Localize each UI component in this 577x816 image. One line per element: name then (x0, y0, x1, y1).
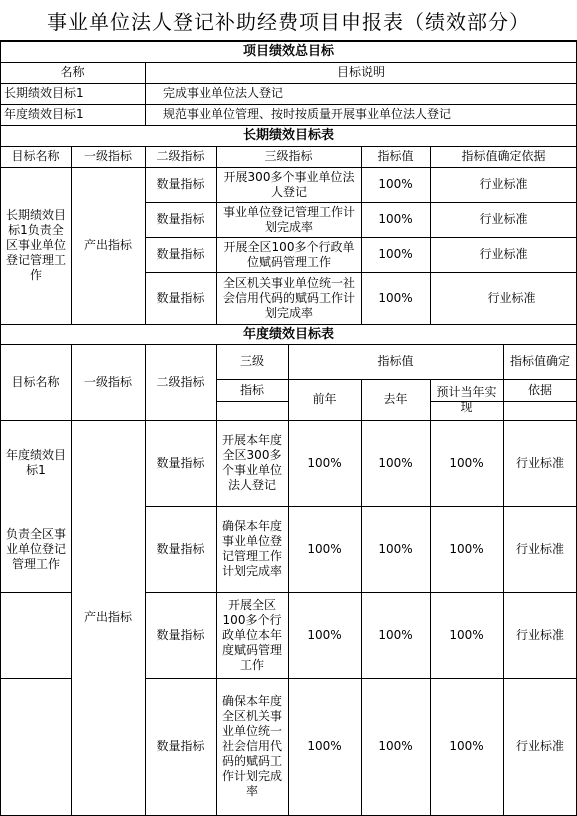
overall-row-desc: 规范事业单位管理、按时按质量开展事业单位法人登记 (163, 107, 452, 121)
annual-level2: 数量指标 (156, 541, 205, 556)
annual-last: 100% (378, 541, 413, 556)
annual-header-last: 去年 (383, 392, 408, 406)
longterm-level2: 数量指标 (156, 177, 205, 191)
annual-expected: 100% (449, 627, 484, 642)
longterm-value: 100% (378, 290, 413, 305)
annual-header-goal: 目标名称 (11, 374, 60, 389)
annual-level2: 数量指标 (156, 627, 205, 642)
annual-last: 100% (378, 455, 413, 470)
page-title: 事业单位法人登记补助经费项目申报表（绩效部分） (47, 9, 530, 34)
annual-header-prev: 前年 (312, 392, 337, 406)
annual-last: 100% (378, 627, 413, 642)
annual-level3: 开展本年度全区300多个事业单位法人登记 (221, 433, 282, 492)
annual-level3: 确保本年度全区机关事业单位统一社会信用代码的赋码工作计划完成率 (221, 694, 282, 798)
annual-basis: 行业标准 (515, 627, 564, 642)
annual-expected: 100% (449, 739, 484, 753)
annual-header-level3-top: 三级 (239, 354, 264, 368)
annual-last: 100% (378, 739, 413, 753)
annual-basis: 行业标准 (515, 455, 564, 470)
longterm-value: 100% (378, 247, 413, 261)
annual-header-basis-bottom: 依据 (527, 382, 552, 397)
annual-header-level3-bottom: 指标 (239, 382, 264, 397)
longterm-level1: 产出指标 (83, 238, 132, 252)
annual-level1: 产出指标 (83, 610, 132, 624)
annual-header-expected: 预计当年实现 (436, 384, 497, 414)
longterm-section-title: 长期绩效目标表 (242, 128, 334, 143)
longterm-value: 100% (378, 177, 413, 191)
annual-level3: 开展全区100多个行政单位本年度赋码管理工作 (221, 597, 282, 672)
overall-col-name: 名称 (60, 65, 85, 79)
annual-section-title: 年度绩效目标表 (242, 326, 334, 342)
annual-basis: 行业标准 (515, 739, 564, 753)
overall-row-name: 长期绩效目标1 (4, 86, 84, 100)
annual-level2: 数量指标 (156, 739, 205, 753)
annual-expected: 100% (449, 541, 484, 556)
longterm-header-level1: 一级指标 (83, 149, 132, 163)
annual-expected: 100% (449, 455, 484, 470)
overall-section-title: 项目绩效总目标 (242, 44, 334, 59)
annual-goal-desc: 负责全区事业单位登记管理工作 (5, 526, 66, 571)
longterm-basis: 行业标准 (479, 212, 528, 226)
overall-row-desc: 完成事业单位法人登记 (163, 86, 284, 100)
longterm-header-goal: 目标名称 (11, 149, 60, 163)
annual-prev: 100% (307, 455, 342, 470)
annual-level2: 数量指标 (156, 455, 205, 470)
longterm-goal-name: 长期绩效目标1负责全区事业单位登记管理工作 (5, 208, 66, 282)
annual-goal-name: 年度绩效目标1 (5, 448, 66, 477)
overall-row-name: 年度绩效目标1 (4, 107, 84, 121)
annual-level3: 确保本年度事业单位登记管理工作计划完成率 (221, 519, 282, 578)
overall-col-desc: 目标说明 (336, 65, 385, 79)
longterm-header-level2: 二级指标 (156, 149, 205, 163)
longterm-level2: 数量指标 (156, 290, 205, 305)
annual-header-level2: 二级指标 (156, 374, 205, 389)
annual-header-basis-top: 指标值确定 (509, 354, 570, 368)
longterm-basis: 行业标准 (479, 247, 528, 261)
longterm-value: 100% (378, 212, 413, 226)
longterm-level3: 全区机关事业单位统一社会信用代码的赋码工作计划完成率 (222, 275, 355, 320)
longterm-header-level3: 三级指标 (264, 149, 313, 163)
annual-prev: 100% (307, 541, 342, 556)
longterm-level2: 数量指标 (156, 212, 205, 226)
annual-prev: 100% (307, 627, 342, 642)
longterm-level2: 数量指标 (156, 247, 205, 261)
annual-basis: 行业标准 (515, 541, 564, 556)
annual-header-value: 指标值 (377, 354, 414, 368)
annual-header-level1: 一级指标 (83, 374, 132, 389)
longterm-level3: 事业单位登记管理工作计划完成率 (222, 204, 355, 234)
annual-prev: 100% (307, 739, 342, 753)
longterm-level3: 开展全区100多个行政单位赋码管理工作 (223, 239, 355, 269)
longterm-basis: 行业标准 (479, 177, 528, 191)
longterm-basis: 行业标准 (487, 290, 536, 305)
longterm-header-basis: 指标值确定依据 (461, 149, 546, 163)
longterm-level3: 开展300多个事业单位法人登记 (223, 169, 355, 199)
longterm-header-value: 指标值 (377, 149, 414, 163)
